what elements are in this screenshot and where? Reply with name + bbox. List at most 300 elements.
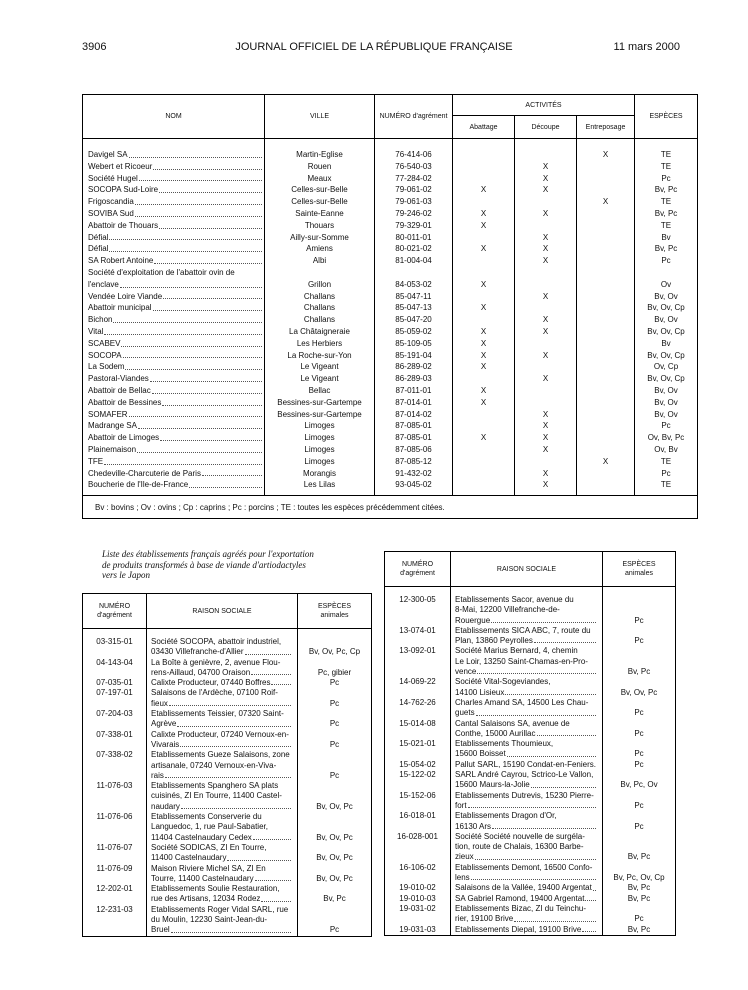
cell-entreposage: X: [577, 196, 635, 208]
cell-raison-sociale: [451, 626, 603, 647]
raison-text: 14100 Lisieux: [455, 687, 505, 697]
table-row: [83, 173, 698, 185]
raison-line: Etablissements Dutrevis, 15230 Pierre-: [455, 790, 594, 800]
cell-especes: TE: [635, 479, 698, 495]
nom-line: [88, 361, 264, 373]
cell-ville: Bellac: [265, 385, 375, 397]
cell-numero: 91-432-02: [375, 468, 453, 480]
cell-ville: Bessines-sur-Gartempe: [265, 409, 375, 421]
raison-text: Vivarais: [151, 739, 180, 749]
cell-especes: Pc: [603, 811, 676, 832]
table-row: [83, 326, 698, 338]
raison-line: [151, 719, 293, 729]
table-row: [385, 811, 676, 832]
col-header-raison-sociale: RAISON SOCIALE: [451, 552, 603, 587]
cell-especes: Pc, gibier: [298, 658, 372, 679]
col-header-raison-sociale: RAISON SOCIALE: [147, 594, 298, 629]
cell-especes: Bv: [635, 338, 698, 350]
cell-especes: Bv, Ov: [635, 291, 698, 303]
raison-line: [455, 636, 598, 646]
nom-text: SOVIBA Sud: [88, 208, 134, 218]
cell-numero: 76-414-06: [375, 149, 453, 161]
cell-numero: 19-010-03: [385, 894, 451, 904]
cell-ville: La Châtaigneraie: [265, 326, 375, 338]
cell-ville: Sainte-Eanne: [265, 208, 375, 220]
dot-leader: [129, 416, 262, 417]
cell-numero: 13-092-01: [385, 646, 451, 677]
dot-leader: [537, 735, 597, 736]
cell-numero: 80-011-01: [375, 232, 453, 244]
nom-text: Défial: [88, 244, 109, 254]
nom-text: Abattoir de Bessines: [88, 397, 162, 407]
cell-especes: Bv: [635, 232, 698, 244]
cell-raison-sociale: [451, 883, 603, 893]
cell-decoupe: X: [515, 161, 577, 173]
cell-ville: Challans: [265, 291, 375, 303]
table-row: [83, 385, 698, 397]
table-row: [83, 781, 372, 812]
raison-text: Salaisons de la Vallée, 19400 Argentat: [455, 883, 592, 893]
col-header-especes: ESPÈCES animales: [603, 552, 676, 587]
nom-line: [88, 385, 264, 397]
cell-especes: Pc: [635, 173, 698, 185]
nom-text: Boucherie de l'Ile-de-France: [88, 480, 189, 490]
cell-decoupe: X: [515, 208, 577, 220]
cell-abattage: [453, 314, 515, 326]
dot-leader: [245, 654, 291, 655]
cell-nom: [83, 220, 265, 232]
cell-ville: Challans: [265, 314, 375, 326]
cell-especes: Bv, Ov, Pc, Cp: [298, 637, 372, 658]
raison-text: guets: [455, 708, 475, 718]
dot-leader: [189, 487, 262, 488]
cell-nom: [83, 350, 265, 362]
cell-nom: [83, 420, 265, 432]
raison-text: lens: [455, 873, 470, 883]
cell-especes: Bv, Ov, Pc: [298, 864, 372, 885]
cell-especes: Bv, Ov, Pc: [298, 781, 372, 812]
table-row: [83, 243, 698, 255]
nom-text: Chedeville-Charcuterie de Paris: [88, 468, 201, 478]
cell-ville: Limoges: [265, 432, 375, 444]
cell-nom: [83, 432, 265, 444]
nom-text: La Sodem: [88, 362, 125, 372]
cell-entreposage: [577, 208, 635, 220]
cell-nom: [83, 397, 265, 409]
cell-abattage: [453, 196, 515, 208]
nom-text: Pastoral-Viandes: [88, 374, 149, 384]
dot-leader: [531, 787, 596, 788]
cell-numero: 04-143-04: [83, 658, 147, 679]
cell-nom: [83, 468, 265, 480]
dot-leader: [120, 287, 262, 288]
spacer-row: [385, 587, 676, 596]
col-header-abattage: Abattage: [453, 116, 515, 139]
raison-text: Etablissements Diepal, 19100 Brive: [455, 924, 582, 934]
table-row: [83, 730, 372, 751]
raison-line: [455, 925, 598, 935]
cell-numero: 07-197-01: [83, 688, 147, 709]
cell-numero: 79-061-03: [375, 196, 453, 208]
cell-entreposage: [577, 232, 635, 244]
cell-especes: Ov: [635, 267, 698, 291]
nom-line: [88, 314, 264, 326]
raison-line: [455, 780, 598, 790]
nom-line: [88, 338, 264, 350]
cell-raison-sociale: [147, 864, 298, 885]
cell-numero: 85-047-11: [375, 291, 453, 303]
raison-line: 8-Mai, 12200 Villefranche-de-: [455, 605, 560, 615]
raison-line: Salaisons de l'Ardèche, 07100 Roif-: [151, 688, 278, 698]
cell-abattage: X: [453, 350, 515, 362]
raison-line: [455, 760, 598, 770]
cell-decoupe: [515, 361, 577, 373]
cell-decoupe: X: [515, 350, 577, 362]
cell-entreposage: [577, 184, 635, 196]
table-row: [83, 420, 698, 432]
dot-leader: [253, 839, 291, 840]
cell-abattage: X: [453, 338, 515, 350]
cell-especes: Bv, Pc: [603, 894, 676, 904]
table-row: [385, 883, 676, 893]
table-row: [385, 698, 676, 719]
nom-text: TFE: [88, 456, 104, 466]
table-row: [83, 338, 698, 350]
nom-line: [88, 397, 264, 409]
cell-numero: 87-011-01: [375, 385, 453, 397]
cell-especes: Bv, Ov, Cp: [635, 326, 698, 338]
cell-entreposage: [577, 220, 635, 232]
raison-line: [151, 740, 293, 750]
table-row: [83, 688, 372, 709]
journal-title: JOURNAL OFFICIEL DE LA RÉPUBLIQUE FRANÇAISE: [235, 41, 513, 53]
cell-ville: Celles-sur-Belle: [265, 196, 375, 208]
cell-ville: Les Lilas: [265, 479, 375, 495]
nom-line: [88, 326, 264, 338]
raison-line: [455, 688, 598, 698]
raison-text: rais: [151, 770, 164, 780]
cell-raison-sociale: [147, 637, 298, 658]
cell-especes: Pc: [603, 739, 676, 760]
cell-numero: 15-152-06: [385, 791, 451, 812]
nom-text: Défial: [88, 232, 109, 242]
dot-leader: [169, 705, 291, 706]
raison-line: Société Société nouvelle de surgéla-: [455, 831, 585, 841]
species-legend: Bv : bovins ; Ov : ovins ; Cp : caprins ; Pc : porcins ; TE : toutes les espèces précédemment citées.: [83, 496, 698, 519]
cell-abattage: X: [453, 361, 515, 373]
cell-abattage: X: [453, 397, 515, 409]
table-row: [83, 409, 698, 421]
cell-raison-sociale: [147, 709, 298, 730]
cell-numero: 11-076-06: [83, 812, 147, 843]
cell-entreposage: [577, 361, 635, 373]
cell-decoupe: [515, 397, 577, 409]
cell-nom: [83, 184, 265, 196]
cell-abattage: [453, 255, 515, 267]
nom-line: [88, 173, 264, 185]
cell-abattage: [453, 373, 515, 385]
cell-decoupe: [515, 338, 577, 350]
cell-nom: [83, 291, 265, 303]
table-row: [385, 904, 676, 925]
establishments-table-body: [83, 139, 698, 496]
cell-numero: 12-202-01: [83, 884, 147, 905]
cell-raison-sociale: [147, 688, 298, 709]
cell-especes: Bv, Pc: [298, 884, 372, 905]
cell-especes: Bv, Pc: [603, 832, 676, 863]
cell-especes: Bv, Ov, Cp: [635, 302, 698, 314]
cell-especes: Pc: [298, 678, 372, 688]
cell-especes: TE: [635, 220, 698, 232]
cell-numero: 85-047-20: [375, 314, 453, 326]
dot-leader: [492, 828, 596, 829]
dot-leader: [477, 673, 596, 674]
cell-abattage: X: [453, 385, 515, 397]
cell-ville: Le Vigeant: [265, 373, 375, 385]
cell-entreposage: [577, 302, 635, 314]
cell-raison-sociale: [451, 677, 603, 698]
nom-text: Vital: [88, 326, 104, 336]
dot-leader: [165, 777, 291, 778]
cell-especes: Pc: [635, 255, 698, 267]
dot-leader: [104, 464, 262, 465]
dot-leader: [468, 807, 596, 808]
cell-abattage: X: [453, 302, 515, 314]
cell-abattage: [453, 468, 515, 480]
cell-entreposage: [577, 444, 635, 456]
caption-line: Liste des établissements français agréés pour l'exportation: [102, 549, 314, 559]
table-row: [385, 791, 676, 812]
cell-abattage: [453, 456, 515, 468]
cell-nom: [83, 314, 265, 326]
cell-numero: 16-106-02: [385, 863, 451, 884]
raison-line: Etablissements Gueze Salaisons, zone: [151, 750, 290, 760]
nom-line: [88, 161, 264, 173]
nom-line: [88, 350, 264, 362]
raison-text: Conthe, 15000 Aurillac: [455, 728, 536, 738]
raison-line: [455, 729, 598, 739]
raison-line: [455, 873, 598, 883]
cell-especes: Ov, Bv, Pc: [635, 432, 698, 444]
table-row: [83, 468, 698, 480]
col-header-ville: VILLE: [265, 95, 375, 139]
cell-ville: Morangis: [265, 468, 375, 480]
cell-raison-sociale: [451, 863, 603, 884]
cell-numero: 85-109-05: [375, 338, 453, 350]
raison-text: Agrève: [151, 719, 177, 729]
nom-text: Plainemaison: [88, 444, 137, 454]
cell-decoupe: X: [515, 468, 577, 480]
cell-numero: 15-014-08: [385, 719, 451, 740]
raison-line: tion, route de Chalais, 16300 Barbe-: [455, 842, 584, 852]
cell-ville: Albi: [265, 255, 375, 267]
cell-especes: Pc: [603, 595, 676, 626]
raison-line: [151, 925, 293, 935]
cell-numero: 15-021-01: [385, 739, 451, 760]
dot-leader: [123, 357, 262, 358]
cell-raison-sociale: [147, 750, 298, 781]
cell-especes: TE: [635, 161, 698, 173]
dot-leader: [121, 346, 262, 347]
cell-ville: Meaux: [265, 173, 375, 185]
cell-abattage: X: [453, 243, 515, 255]
cell-numero: 86-289-03: [375, 373, 453, 385]
raison-text: rier, 19100 Brive: [455, 914, 514, 924]
col-header-numero: NUMÉRO d'agrément: [375, 95, 453, 139]
cell-decoupe: X: [515, 432, 577, 444]
dot-leader: [271, 684, 291, 685]
raison-line: Etablissements Soulie Restauration,: [151, 884, 280, 894]
cell-ville: Amiens: [265, 243, 375, 255]
table-row: [83, 397, 698, 409]
table-row: [83, 432, 698, 444]
cell-nom: [83, 196, 265, 208]
cell-numero: 79-329-01: [375, 220, 453, 232]
raison-line: Etablissements Spanghero SA plats: [151, 781, 279, 791]
cell-decoupe: X: [515, 232, 577, 244]
cell-nom: [83, 161, 265, 173]
cell-ville: Thouars: [265, 220, 375, 232]
raison-line: [455, 883, 598, 893]
cell-numero: 14-069-22: [385, 677, 451, 698]
cell-raison-sociale: [451, 811, 603, 832]
raison-line: Etablissements Conserverie du: [151, 812, 262, 822]
cell-especes: Pc: [603, 791, 676, 812]
nom-line: [88, 232, 264, 244]
dot-leader: [507, 756, 596, 757]
dot-leader: [113, 322, 262, 323]
nom-line: [88, 220, 264, 232]
cell-ville: Grillon: [265, 267, 375, 291]
cell-numero: 15-122-02: [385, 770, 451, 791]
cell-abattage: [453, 291, 515, 303]
cell-nom: [83, 149, 265, 161]
cell-raison-sociale: [451, 739, 603, 760]
table-row: [385, 925, 676, 936]
dot-leader: [171, 932, 291, 933]
cell-entreposage: [577, 409, 635, 421]
cell-decoupe: [515, 456, 577, 468]
cell-ville: Limoges: [265, 420, 375, 432]
cell-abattage: X: [453, 432, 515, 444]
nom-line: [88, 432, 264, 444]
cell-ville: Limoges: [265, 456, 375, 468]
nom-line: [88, 302, 264, 314]
raison-text: vence: [455, 667, 477, 677]
nom-text: SOCOPA: [88, 350, 122, 360]
cell-numero: 07-035-01: [83, 678, 147, 688]
cell-numero: 77-284-02: [375, 173, 453, 185]
cell-raison-sociale: [147, 658, 298, 679]
cell-especes: Pc: [298, 730, 372, 751]
dot-leader: [109, 239, 262, 240]
raison-text: 11400 Castelnaudary: [151, 853, 227, 863]
table-row: [83, 658, 372, 679]
raison-line: [151, 853, 293, 863]
dot-leader: [227, 860, 291, 861]
page-number: 3906: [82, 41, 107, 53]
japan-export-table-left-body: [83, 629, 372, 937]
table-row: [83, 208, 698, 220]
cell-abattage: X: [453, 220, 515, 232]
raison-line: Etablissements Dragon d'Or,: [455, 811, 557, 821]
cell-especes: Bv, Pc: [635, 184, 698, 196]
cell-decoupe: X: [515, 409, 577, 421]
cell-ville: Le Vigeant: [265, 361, 375, 373]
raison-line: Calixte Producteur, 07240 Vernoux-en-: [151, 729, 289, 739]
cell-nom: [83, 456, 265, 468]
col-header-numero: NUMÉRO d'agrément: [83, 594, 147, 629]
cell-numero: 16-028-001: [385, 832, 451, 863]
table-row: [83, 373, 698, 385]
cell-especes: Bv, Ov: [635, 385, 698, 397]
cell-numero: 81-004-04: [375, 255, 453, 267]
table-row: [385, 677, 676, 698]
col-header-especes: ESPÈCES animales: [298, 594, 372, 629]
spacer-row: [83, 139, 698, 150]
cell-entreposage: [577, 161, 635, 173]
raison-line: [455, 852, 598, 862]
cell-abattage: [453, 479, 515, 495]
raison-line: artisanale, 07240 Vernoux-en-Viva-: [151, 760, 277, 770]
raison-line: Etablissements SICA ABC, 7, route du: [455, 625, 591, 635]
cell-numero: 85-059-02: [375, 326, 453, 338]
raison-line: [455, 801, 598, 811]
table-row: [83, 709, 372, 730]
cell-numero: 84-053-02: [375, 267, 453, 291]
cell-decoupe: X: [515, 373, 577, 385]
cell-ville: Celles-sur-Belle: [265, 184, 375, 196]
cell-decoupe: [515, 302, 577, 314]
nom-text: Webert et Ricoeur: [88, 161, 153, 171]
cell-especes: Pc: [298, 709, 372, 730]
cell-numero: 19-010-02: [385, 883, 451, 893]
cell-ville: Rouen: [265, 161, 375, 173]
dot-leader: [162, 405, 262, 406]
nom-text: Madrange SA: [88, 421, 137, 431]
table-row: [83, 149, 698, 161]
cell-especes: TE: [635, 456, 698, 468]
caption-line: de produits transformés à base de viande d'artiodactyles: [102, 559, 306, 570]
nom-text: Vendée Loire Viande: [88, 291, 163, 301]
cell-nom: [83, 385, 265, 397]
cell-especes: Bv, Pc: [603, 925, 676, 936]
raison-line: Etablissements Demont, 16500 Confo-: [455, 862, 593, 872]
raison-line: Société SODICAS, ZI En Tourre,: [151, 842, 267, 852]
cell-especes: Bv, Ov, Pc: [298, 843, 372, 864]
cell-abattage: [453, 444, 515, 456]
cell-especes: Pc: [603, 904, 676, 925]
cell-especes: Pc: [298, 905, 372, 936]
nom-text: SCABEV: [88, 338, 121, 348]
cell-decoupe: [515, 267, 577, 291]
raison-line: [151, 699, 293, 709]
cell-raison-sociale: [451, 595, 603, 626]
nom-line: [88, 208, 264, 220]
nom-text: SA Robert Antoine: [88, 256, 154, 266]
cell-numero: 11-076-03: [83, 781, 147, 812]
nom-line: [88, 255, 264, 267]
cell-abattage: [453, 409, 515, 421]
raison-text: SA Gabriel Ramond, 19400 Argentat: [455, 893, 585, 903]
cell-especes: Bv, Pc, Ov: [603, 770, 676, 791]
cell-numero: 13-074-01: [385, 626, 451, 647]
raison-text: Bruel: [151, 925, 170, 935]
col-header-activites: ACTIVITÉS: [453, 95, 635, 116]
cell-raison-sociale: [451, 904, 603, 925]
cell-ville: Les Herbiers: [265, 338, 375, 350]
cell-especes: Pc: [298, 688, 372, 709]
